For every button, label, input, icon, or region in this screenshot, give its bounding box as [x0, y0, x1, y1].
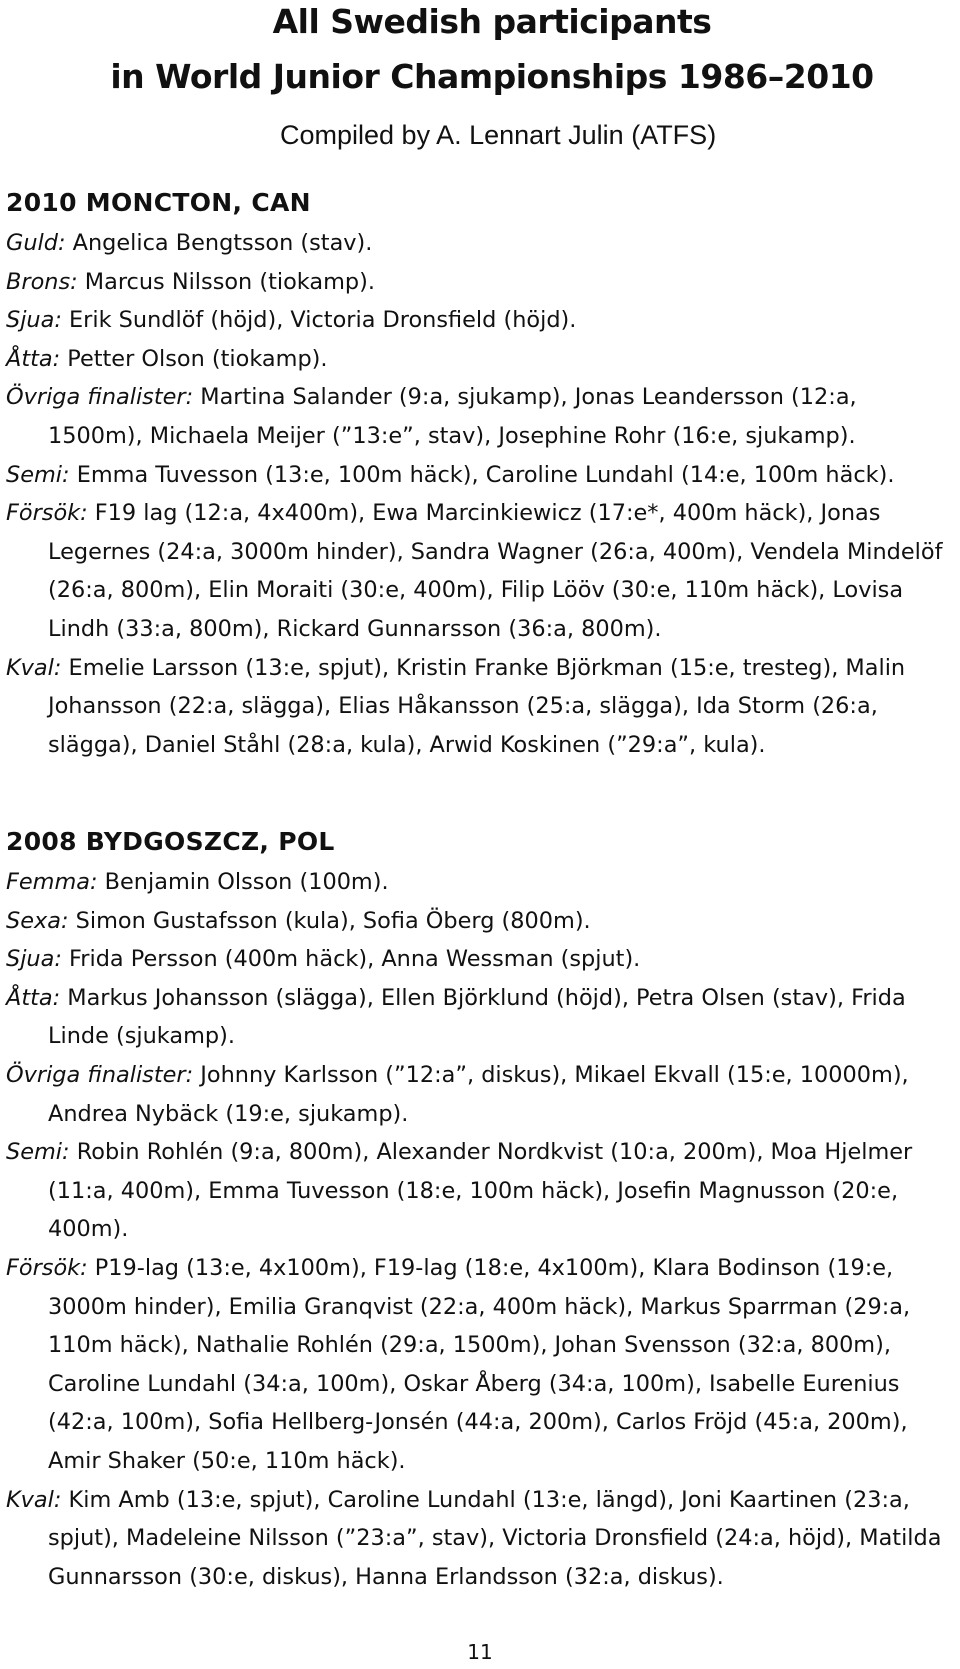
entry-label: Övriga finalister:: [6, 1061, 194, 1088]
page-number: 11: [467, 1640, 493, 1664]
entry-kval: [6, 1481, 956, 1597]
entry-label: Kval:: [6, 654, 62, 681]
entry-forsok: [6, 1249, 956, 1481]
entry-text: Emelie Larsson (13:e, spjut), Kristin Franke Björkman (15:e, tresteg), Malin Johansson (22:a, slägga), Elias Håkansson (25:a, slägga), Ida Storm (26:a, slägga), Daniel Ståhl (28:a, kula), Arwid Koskinen (”29:a”, kula).: [48, 654, 906, 758]
entry-label: Sexa:: [6, 907, 69, 934]
entry-text: Robin Rohlén (9:a, 800m), Alexander Nordkvist (10:a, 200m), Moa Hjelmer (11:a, 400m), Emma Tuvesson (18:e, 100m häck), Josefin Magnusson (20:e, 400m).: [48, 1139, 913, 1243]
entry-ovriga-finalister: [6, 378, 956, 455]
entry-label: Semi:: [6, 1139, 70, 1166]
page-title-line-2: in World Junior Championships 1986–2010: [110, 57, 874, 96]
entry-text: Markus Johansson (slägga), Ellen Björklund (höjd), Petra Olsen (stav), Frida Linde (sjukamp).: [48, 984, 906, 1050]
entry-label: Åtta:: [6, 345, 61, 372]
section-2008-bydgoszcz: [6, 827, 956, 1596]
entry-atta: [6, 979, 956, 1056]
entry-semi: [6, 1133, 956, 1249]
entry-atta: [6, 340, 956, 379]
entry-text: Petter Olson (tiokamp).: [67, 345, 328, 372]
section-heading: 2010 MONCTON, CAN: [6, 188, 311, 217]
entry-text: Kim Amb (13:e, spjut), Caroline Lundahl (13:e, längd), Joni Kaartinen (23:a, spjut), Madeleine Nilsson (”23:a”, stav), Victoria Dronsfield (24:a, höjd), Matilda Gunnarsson (30:e, diskus), Hanna Erlandsson (32:a, diskus).: [48, 1486, 942, 1590]
entry-femma: [6, 863, 956, 902]
entry-semi: [6, 456, 956, 495]
entry-kval: [6, 649, 956, 765]
entry-forsok: [6, 494, 956, 648]
entry-label: Försök:: [6, 500, 88, 527]
entry-label: Brons:: [6, 268, 78, 295]
entry-ovriga-finalister: [6, 1056, 956, 1133]
compiled-by-credit: Compiled by A. Lennart Julin (ATFS): [280, 120, 717, 150]
entry-label: Sjua:: [6, 946, 62, 973]
entry-guld: [6, 224, 956, 263]
entry-text: Emma Tuvesson (13:e, 100m häck), Caroline Lundahl (14:e, 100m häck).: [76, 461, 895, 488]
entry-label: Femma:: [6, 869, 98, 895]
entry-text: Simon Gustafsson (kula), Sofia Öberg (800m).: [75, 907, 591, 934]
section-heading: 2008 BYDGOSZCZ, POL: [6, 827, 335, 856]
entry-sjua: [6, 940, 956, 979]
entry-brons: [6, 263, 956, 302]
entry-text: Frida Persson (400m häck), Anna Wessman (spjut).: [69, 946, 641, 973]
entry-sexa: [6, 902, 956, 941]
entry-text: Erik Sundlöf (höjd), Victoria Dronsfield (höjd).: [69, 307, 577, 334]
entry-label: Sjua:: [6, 307, 62, 334]
entry-sjua: [6, 301, 956, 340]
entry-label: Övriga finalister:: [6, 384, 194, 411]
entry-label: Kval:: [6, 1486, 62, 1513]
entry-label: Semi:: [6, 461, 70, 488]
entry-text: Marcus Nilsson (tiokamp).: [84, 268, 375, 295]
page-title-line-1: All Swedish participants: [272, 2, 712, 41]
entry-text: Benjamin Olsson (100m).: [104, 869, 389, 895]
entry-label: Guld:: [6, 230, 66, 256]
entry-label: Försök:: [6, 1254, 88, 1281]
section-2010-moncton: [6, 188, 956, 764]
entry-text: F19 lag (12:a, 4x400m), Ewa Marcinkiewicz (17:e*, 400m häck), Jonas Legernes (24:a, 3000m hinder), Sandra Wagner (26:a, 400m), Vendela Mindelöf (26:a, 800m), Elin Moraiti (30:e, 400m), Filip Lööv (30:e, 110m häck), Lovisa Lindh (33:a, 800m), Rickard Gunnarsson (36:a, 800m).: [48, 500, 943, 642]
entry-label: Åtta:: [6, 984, 61, 1011]
entry-text: Johnny Karlsson (”12:a”, diskus), Mikael Ekvall (15:e, 10000m), Andrea Nybäck (19:e, sjukamp).: [48, 1061, 909, 1127]
entry-text: P19-lag (13:e, 4x100m), F19-lag (18:e, 4x100m), Klara Bodinson (19:e, 3000m hinder), Emilia Granqvist (22:a, 400m häck), Markus Sparrman (29:a, 110m häck), Nathalie Rohlén (29:a, 1500m), Johan Svensson (32:a, 800m), Caroline Lundahl (34:a, 100m), Oskar Åberg (34:a, 100m), Isabelle Eurenius (42:a, 100m), Sofia Hellberg-Jonsén (44:a, 200m), Carlos Fröjd (45:a, 200m), Amir Shaker (50:e, 110m häck).: [48, 1254, 911, 1474]
entry-text: Angelica Bengtsson (stav).: [72, 230, 373, 256]
entry-text: Martina Salander (9:a, sjukamp), Jonas Leandersson (12:a, 1500m), Michaela Meijer (”13:e”, stav), Josephine Rohr (16:e, sjukamp).: [48, 384, 857, 449]
